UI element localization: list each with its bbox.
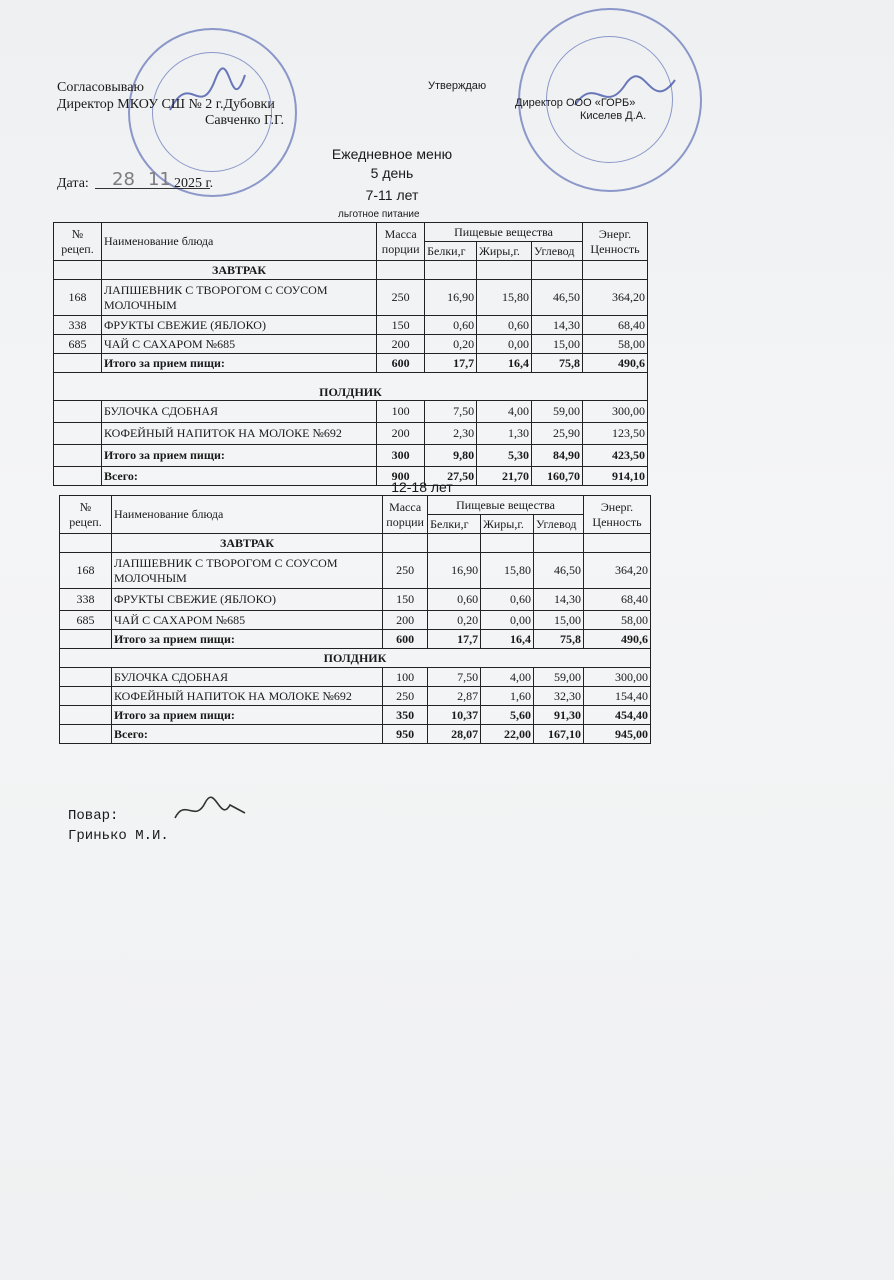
cook-label: Повар:: [68, 808, 119, 824]
approve-left-label: Согласовываю: [57, 80, 144, 95]
table-row: 685 ЧАЙ С САХАРОМ №685 200 0,20 0,00 15,00 58,00: [60, 611, 651, 630]
director-left-label: Директор МКОУ СШ № 2 г.Дубовки: [57, 97, 275, 112]
menu-day: 5 день: [370, 165, 414, 181]
cook-name: Гринько М.И.: [68, 828, 169, 844]
col-header-protein: Белки,г: [425, 242, 477, 261]
col-header-num: № рецеп.: [60, 496, 112, 534]
subtotal-row: Итого за прием пищи: 300 9,80 5,30 84,90 423,50: [54, 445, 648, 467]
menu-table-7-11: [53, 222, 648, 486]
age-group-1: 7-11 лет: [365, 187, 419, 203]
director-left-name: Савченко Г.Г.: [205, 113, 284, 128]
age-group-2: 12-18 лет: [391, 479, 453, 495]
col-header-mass: Масса порции: [377, 223, 425, 261]
table-row: БУЛОЧКА СДОБНАЯ 100 7,50 4,00 59,00 300,00: [60, 668, 651, 687]
date-label: Дата:: [57, 176, 89, 191]
table-row: 338 ФРУКТЫ СВЕЖИЕ (ЯБЛОКО) 150 0,60 0,60 14,30 68,40: [60, 589, 651, 611]
grand-total-row: Всего: 900 27,50 21,70 160,70 914,10: [54, 467, 648, 486]
menu-title: Ежедневное меню: [331, 146, 453, 162]
col-header-energy: Энерг. Ценность: [583, 223, 648, 261]
table-row: КОФЕЙНЫЙ НАПИТОК НА МОЛОКЕ №692 250 2,87 1,60 32,30 154,40: [60, 687, 651, 706]
table-row: 168 ЛАПШЕВНИК С ТВОРОГОМ С СОУСОМ МОЛОЧНЫМ 250 16,90 15,80 46,50 364,20: [54, 280, 648, 316]
col-header-carbs: Углевод: [532, 242, 583, 261]
grand-total-row: Всего: 950 28,07 22,00 167,10 945,00: [60, 725, 651, 744]
date-month: 11: [148, 169, 171, 190]
section-snack: ПОЛДНИК: [54, 373, 648, 401]
date-day: 28: [112, 169, 135, 190]
col-header-nutrients: Пищевые вещества: [428, 496, 584, 515]
section-breakfast: ЗАВТРАК: [101, 261, 376, 280]
col-header-fat: Жиры,г.: [477, 242, 532, 261]
section-breakfast: ЗАВТРАК: [111, 534, 382, 553]
subtotal-row: Итого за прием пищи: 350 10,37 5,60 91,30 454,40: [60, 706, 651, 725]
col-header-energy: Энерг. Ценность: [584, 496, 651, 534]
col-header-carbs: Углевод: [534, 515, 584, 534]
director-right-label: Директор ООО «ГОРБ»: [515, 97, 636, 109]
col-header-mass: Масса порции: [383, 496, 428, 534]
table-row: 168 ЛАПШЕВНИК С ТВОРОГОМ С СОУСОМ МОЛОЧНЫМ 250 16,90 15,80 46,50 364,20: [60, 553, 651, 589]
cook-signature-icon: [170, 793, 250, 828]
col-header-name: Наименование блюда: [101, 223, 376, 261]
section-snack: ПОЛДНИК: [60, 649, 651, 668]
col-header-nutrients: Пищевые вещества: [425, 223, 583, 242]
col-header-num: № рецеп.: [54, 223, 102, 261]
col-header-protein: Белки,г: [428, 515, 481, 534]
col-header-name: Наименование блюда: [111, 496, 382, 534]
subtotal-row: Итого за прием пищи: 600 17,7 16,4 75,8 490,6: [60, 630, 651, 649]
table-row: 685 ЧАЙ С САХАРОМ №685 200 0,20 0,00 15,00 58,00: [54, 335, 648, 354]
table-row: БУЛОЧКА СДОБНАЯ 100 7,50 4,00 59,00 300,00: [54, 401, 648, 423]
director-right-name: Киселев Д.А.: [580, 110, 647, 122]
table-row: 338 ФРУКТЫ СВЕЖИЕ (ЯБЛОКО) 150 0,60 0,60 14,30 68,40: [54, 316, 648, 335]
date-year: 2025 г.: [174, 176, 214, 191]
menu-table-12-18: [59, 495, 651, 744]
menu-note: льготное питание: [338, 209, 420, 220]
subtotal-row: Итого за прием пищи: 600 17,7 16,4 75,8 490,6: [54, 354, 648, 373]
col-header-fat: Жиры,г.: [481, 515, 534, 534]
table-row: КОФЕЙНЫЙ НАПИТОК НА МОЛОКЕ №692 200 2,30 1,30 25,90 123,50: [54, 423, 648, 445]
approve-right-label: Утверждаю: [428, 80, 487, 92]
